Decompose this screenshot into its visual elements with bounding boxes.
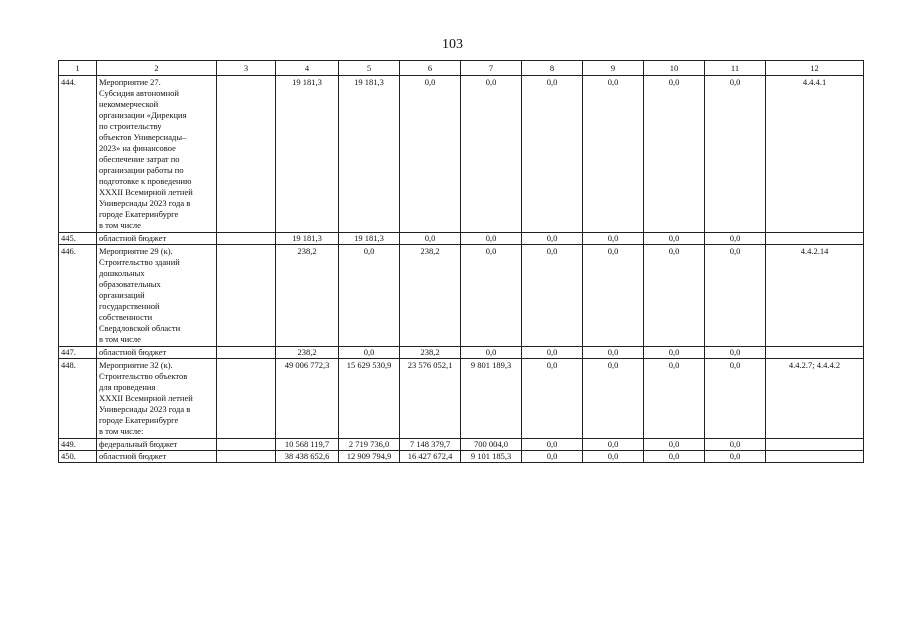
row-description: федеральный бюджет bbox=[97, 439, 217, 451]
col11-value: 0,0 bbox=[705, 76, 766, 233]
col9-value: 0,0 bbox=[583, 359, 644, 439]
col9-value: 0,0 bbox=[583, 439, 644, 451]
col5-value: 2 719 736,0 bbox=[339, 439, 400, 451]
col6-value: 0,0 bbox=[400, 233, 461, 245]
col9-value: 0,0 bbox=[583, 347, 644, 359]
col4-value: 19 181,3 bbox=[276, 76, 339, 233]
row-number: 446. bbox=[59, 245, 97, 347]
table-row bbox=[59, 233, 864, 245]
col6-value: 23 576 052,1 bbox=[400, 359, 461, 439]
header-row bbox=[59, 61, 864, 76]
col4-value: 238,2 bbox=[276, 245, 339, 347]
col9-value: 0,0 bbox=[583, 245, 644, 347]
column-header: 5 bbox=[339, 61, 400, 76]
row-description: областной бюджет bbox=[97, 451, 217, 463]
row-description: Мероприятие 27. Субсидия автономной некоммерческой организации «Дирекция по строительству объектов Универсиады– 2023» на финансовое обеспечение затрат по организации работы по подготовке к проведению XXXII Всемирной летней Универсиады 2023 года в городе Екатеринбурге в том числе bbox=[97, 76, 217, 233]
column-header: 11 bbox=[705, 61, 766, 76]
col11-value: 0,0 bbox=[705, 347, 766, 359]
col4-value: 10 568 119,7 bbox=[276, 439, 339, 451]
column-header: 4 bbox=[276, 61, 339, 76]
col8-value: 0,0 bbox=[522, 245, 583, 347]
table-row bbox=[59, 359, 864, 439]
col7-value: 9 801 189,3 bbox=[461, 359, 522, 439]
col6-value: 0,0 bbox=[400, 76, 461, 233]
col4-value: 238,2 bbox=[276, 347, 339, 359]
col7-value: 9 101 185,3 bbox=[461, 451, 522, 463]
code-cell: 4.4.4.1 bbox=[766, 76, 864, 233]
col4-value: 19 181,3 bbox=[276, 233, 339, 245]
row-number: 445. bbox=[59, 233, 97, 245]
col6-value: 7 148 379,7 bbox=[400, 439, 461, 451]
column-header: 7 bbox=[461, 61, 522, 76]
code-cell: 4.4.2.14 bbox=[766, 245, 864, 347]
col5-value: 19 181,3 bbox=[339, 233, 400, 245]
col8-value: 0,0 bbox=[522, 451, 583, 463]
col3-cell bbox=[217, 451, 276, 463]
row-description: областной бюджет bbox=[97, 233, 217, 245]
column-header: 6 bbox=[400, 61, 461, 76]
row-description: Мероприятие 29 (к). Строительство зданий дошкольных образовательных организаций государственной собственности Свердловской области в том числе bbox=[97, 245, 217, 347]
row-description: Мероприятие 32 (к). Строительство объектов для проведения XXXII Всемирной летней Универсиады 2023 года в городе Екатеринбурге в том числе: bbox=[97, 359, 217, 439]
col3-cell bbox=[217, 347, 276, 359]
table-row bbox=[59, 439, 864, 451]
row-description: областной бюджет bbox=[97, 347, 217, 359]
col10-value: 0,0 bbox=[644, 439, 705, 451]
row-number: 444. bbox=[59, 76, 97, 233]
col6-value: 238,2 bbox=[400, 245, 461, 347]
row-number: 450. bbox=[59, 451, 97, 463]
col10-value: 0,0 bbox=[644, 347, 705, 359]
col4-value: 38 438 652,6 bbox=[276, 451, 339, 463]
col7-value: 0,0 bbox=[461, 233, 522, 245]
col7-value: 0,0 bbox=[461, 76, 522, 233]
col6-value: 16 427 672,4 bbox=[400, 451, 461, 463]
code-cell bbox=[766, 347, 864, 359]
col10-value: 0,0 bbox=[644, 451, 705, 463]
code-cell: 4.4.2.7; 4.4.4.2 bbox=[766, 359, 864, 439]
column-header: 9 bbox=[583, 61, 644, 76]
col8-value: 0,0 bbox=[522, 359, 583, 439]
column-header: 10 bbox=[644, 61, 705, 76]
code-cell bbox=[766, 451, 864, 463]
row-number: 448. bbox=[59, 359, 97, 439]
col7-value: 0,0 bbox=[461, 245, 522, 347]
table-row bbox=[59, 245, 864, 347]
col11-value: 0,0 bbox=[705, 451, 766, 463]
col10-value: 0,0 bbox=[644, 233, 705, 245]
col3-cell bbox=[217, 245, 276, 347]
col6-value: 238,2 bbox=[400, 347, 461, 359]
column-header: 12 bbox=[766, 61, 864, 76]
col3-cell bbox=[217, 439, 276, 451]
code-cell bbox=[766, 439, 864, 451]
row-number: 447. bbox=[59, 347, 97, 359]
code-cell bbox=[766, 233, 864, 245]
col9-value: 0,0 bbox=[583, 451, 644, 463]
row-number: 449. bbox=[59, 439, 97, 451]
col5-value: 19 181,3 bbox=[339, 76, 400, 233]
col11-value: 0,0 bbox=[705, 359, 766, 439]
col5-value: 0,0 bbox=[339, 245, 400, 347]
col11-value: 0,0 bbox=[705, 245, 766, 347]
col8-value: 0,0 bbox=[522, 76, 583, 233]
col5-value: 12 909 794,9 bbox=[339, 451, 400, 463]
table-row bbox=[59, 347, 864, 359]
page-number: 103 bbox=[442, 37, 463, 52]
col5-value: 15 629 530,9 bbox=[339, 359, 400, 439]
column-header: 8 bbox=[522, 61, 583, 76]
col10-value: 0,0 bbox=[644, 76, 705, 233]
col5-value: 0,0 bbox=[339, 347, 400, 359]
col8-value: 0,0 bbox=[522, 439, 583, 451]
col4-value: 49 006 772,3 bbox=[276, 359, 339, 439]
col8-value: 0,0 bbox=[522, 347, 583, 359]
column-header: 1 bbox=[59, 61, 97, 76]
col11-value: 0,0 bbox=[705, 233, 766, 245]
table-row bbox=[59, 451, 864, 463]
table-row bbox=[59, 76, 864, 233]
column-header: 3 bbox=[217, 61, 276, 76]
col10-value: 0,0 bbox=[644, 245, 705, 347]
col3-cell bbox=[217, 233, 276, 245]
col11-value: 0,0 bbox=[705, 439, 766, 451]
col8-value: 0,0 bbox=[522, 233, 583, 245]
col7-value: 0,0 bbox=[461, 347, 522, 359]
budget-table bbox=[58, 60, 864, 463]
col3-cell bbox=[217, 359, 276, 439]
col7-value: 700 004,0 bbox=[461, 439, 522, 451]
col10-value: 0,0 bbox=[644, 359, 705, 439]
col3-cell bbox=[217, 76, 276, 233]
col9-value: 0,0 bbox=[583, 233, 644, 245]
column-header: 2 bbox=[97, 61, 217, 76]
col9-value: 0,0 bbox=[583, 76, 644, 233]
